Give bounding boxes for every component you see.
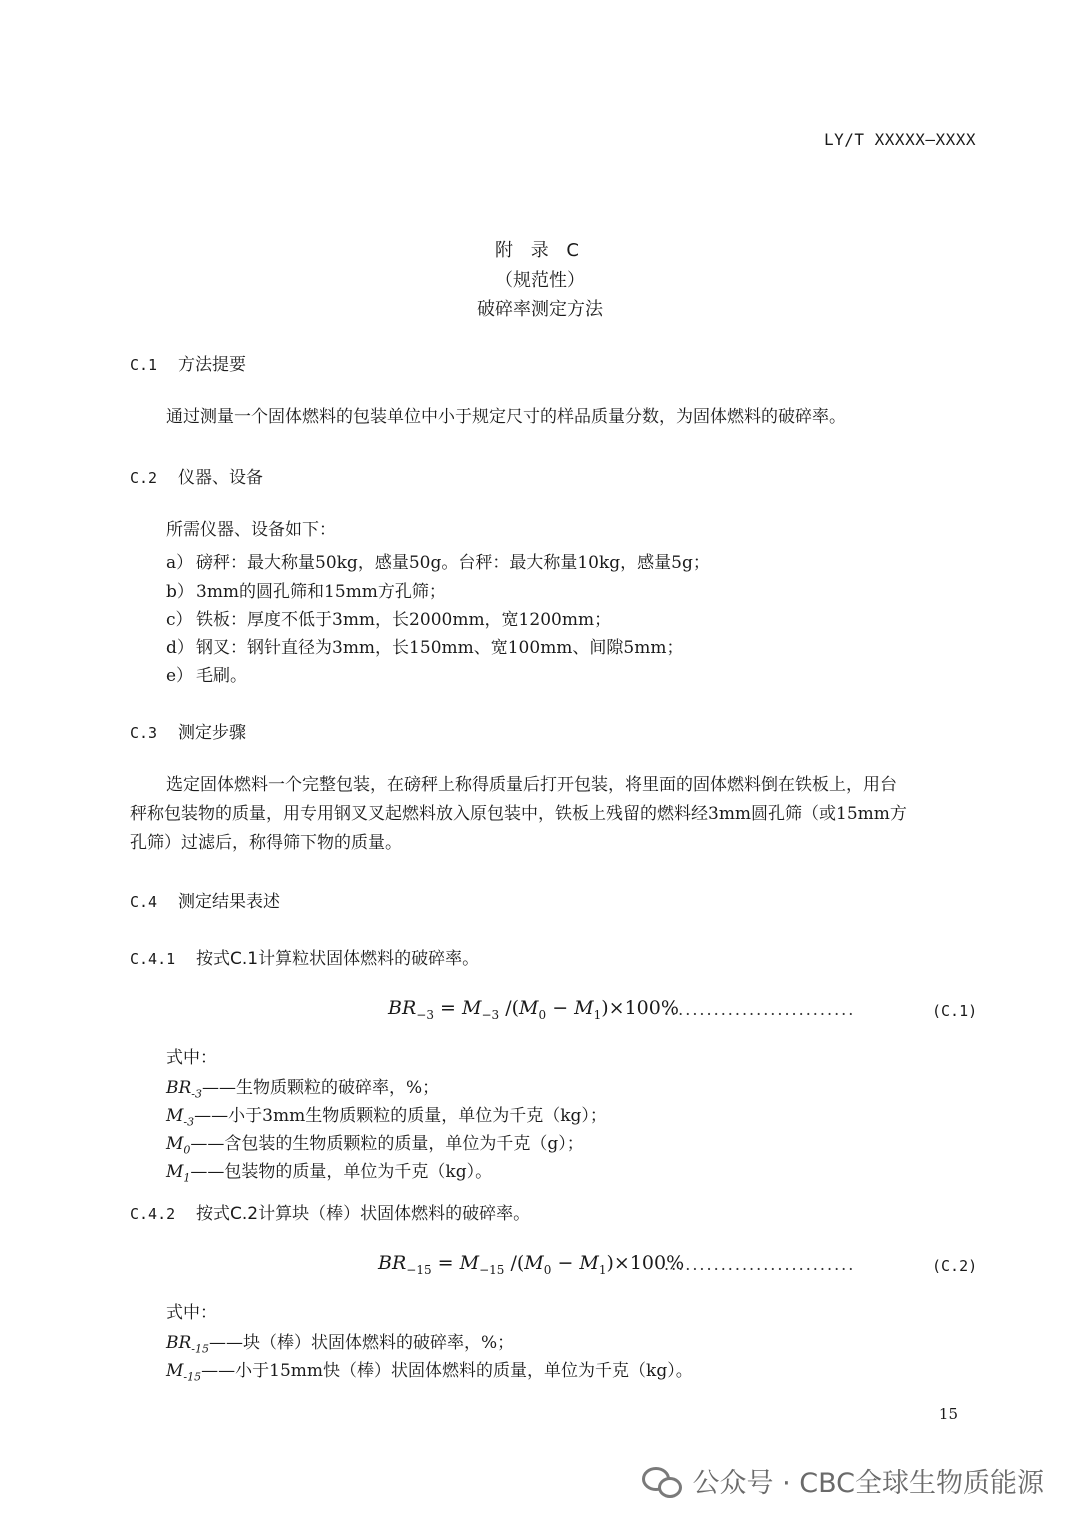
- section-c42-heading: [130, 1199, 530, 1224]
- list-text: 毛刷。: [196, 666, 247, 686]
- section-c3-line: 孔筛）过滤后，称得筛下物的质量。: [130, 833, 402, 853]
- formula-c2: $BR_{-15} = M_{-15}$ $/(M_0 - M_1)\times 100\%$: [378, 1252, 685, 1277]
- variable-symbol: M: [166, 1134, 184, 1154]
- list-marker: e）: [166, 666, 194, 686]
- section-c1-heading: [130, 350, 246, 375]
- equation-number: (C.1): [932, 1002, 978, 1020]
- variable-desc: ——块（棒）状固体燃料的破碎率，%；: [209, 1333, 515, 1353]
- equation-number: (C.2): [932, 1257, 978, 1275]
- section-title: 方法提要: [178, 355, 246, 375]
- section-c3-line: 秤称包装物的质量，用专用钢叉叉起燃料放入原包装中，铁板上残留的燃料经3mm圆孔筛（或15mm方: [130, 804, 907, 824]
- variable-subscript: -3: [191, 1087, 203, 1101]
- section-title: 按式C.2计算块（棒）状固体燃料的破碎率。: [196, 1204, 531, 1224]
- standard-number: LY/T XXXXX—XXXX: [824, 130, 976, 149]
- list-item: [166, 661, 247, 686]
- variable-def: [166, 1157, 492, 1184]
- section-c3-line: 选定固体燃料一个完整包装，在磅秤上称得质量后打开包装，将里面的固体燃料倒在铁板上，用台: [166, 775, 897, 795]
- appendix-kind: （规范性）: [495, 270, 585, 291]
- list-text: 磅秤：最大称量50kg，感量50g。台秤：最大称量10kg，感量5g；: [196, 553, 710, 573]
- variable-def: [166, 1356, 693, 1383]
- section-number: C.4.1: [130, 950, 176, 968]
- section-title: 仪器、设备: [178, 468, 263, 488]
- section-title: 测定步骤: [178, 723, 246, 743]
- list-marker: a）: [166, 553, 194, 573]
- variable-symbol: BR: [166, 1078, 192, 1098]
- section-title: 测定结果表述: [178, 892, 280, 912]
- section-c2-heading: [130, 463, 263, 488]
- list-text: 铁板：厚度不低于3mm，长2000mm，宽1200mm；: [196, 610, 612, 630]
- variable-desc: ——含包装的生物质颗粒的质量，单位为千克（g）；: [190, 1134, 584, 1154]
- variable-def: [166, 1328, 514, 1355]
- watermark-text: 公众号 · CBC全球生物质能源: [692, 1468, 1044, 1499]
- section-number: C.1: [130, 356, 158, 374]
- variable-symbol: M: [166, 1106, 184, 1126]
- leader-dots: ...........................: [664, 1255, 856, 1274]
- variable-subscript: -15: [183, 1370, 202, 1384]
- list-item: [166, 548, 710, 573]
- list-text: 钢叉：钢针直径为3mm，长150mm、宽100mm、间隙5mm；: [196, 638, 684, 658]
- section-number: C.4: [130, 893, 158, 911]
- section-c2-intro: 所需仪器、设备如下：: [166, 520, 336, 540]
- leader-dots: ...........................: [664, 1000, 856, 1019]
- page-number: 15: [938, 1405, 958, 1423]
- variable-desc: ——包装物的质量，单位为千克（kg）。: [190, 1162, 493, 1182]
- watermark: [642, 1461, 1044, 1500]
- list-item: [166, 577, 446, 602]
- variable-def: [166, 1101, 607, 1128]
- variable-def: [166, 1073, 439, 1100]
- variable-subscript: -15: [191, 1342, 210, 1356]
- wechat-icon: [642, 1465, 682, 1497]
- variable-subscript: 0: [183, 1143, 191, 1157]
- section-number: C.3: [130, 724, 158, 742]
- list-item: [166, 633, 684, 658]
- where-label: 式中：: [166, 1303, 217, 1323]
- appendix-title: 附 录 C: [494, 240, 585, 261]
- where-label: 式中：: [166, 1048, 217, 1068]
- variable-subscript: -3: [183, 1115, 195, 1129]
- formula-c1: $BR_{-3} = M_{-3}$ $/(M_0 - M_1)\times 100\%$: [388, 997, 679, 1022]
- variable-symbol: M: [166, 1162, 184, 1182]
- section-number: C.4.2: [130, 1205, 176, 1223]
- section-title: 按式C.1计算粒状固体燃料的破碎率。: [196, 949, 480, 969]
- variable-desc: ——生物质颗粒的破碎率，%；: [202, 1078, 440, 1098]
- list-text: 3mm的圆孔筛和15mm方孔筛；: [196, 582, 446, 602]
- variable-desc: ——小于3mm生物质颗粒的质量，单位为千克（kg）；: [194, 1106, 607, 1126]
- section-c3-heading: [130, 718, 246, 743]
- list-marker: c）: [166, 610, 193, 630]
- variable-def: [166, 1129, 584, 1156]
- variable-symbol: BR: [166, 1333, 192, 1353]
- section-c41-heading: [130, 944, 479, 969]
- variable-symbol: M: [166, 1361, 184, 1381]
- variable-desc: ——小于15mm快（棒）状固体燃料的质量，单位为千克（kg）。: [201, 1361, 693, 1381]
- appendix-name: 破碎率测定方法: [477, 299, 603, 320]
- list-marker: b）: [166, 582, 194, 602]
- variable-subscript: 1: [183, 1171, 191, 1185]
- list-marker: d）: [166, 638, 194, 658]
- section-number: C.2: [130, 469, 158, 487]
- section-c1-text: 通过测量一个固体燃料的包装单位中小于规定尺寸的样品质量分数，为固体燃料的破碎率。: [166, 407, 846, 427]
- section-c4-heading: [130, 887, 280, 912]
- list-item: [166, 605, 611, 630]
